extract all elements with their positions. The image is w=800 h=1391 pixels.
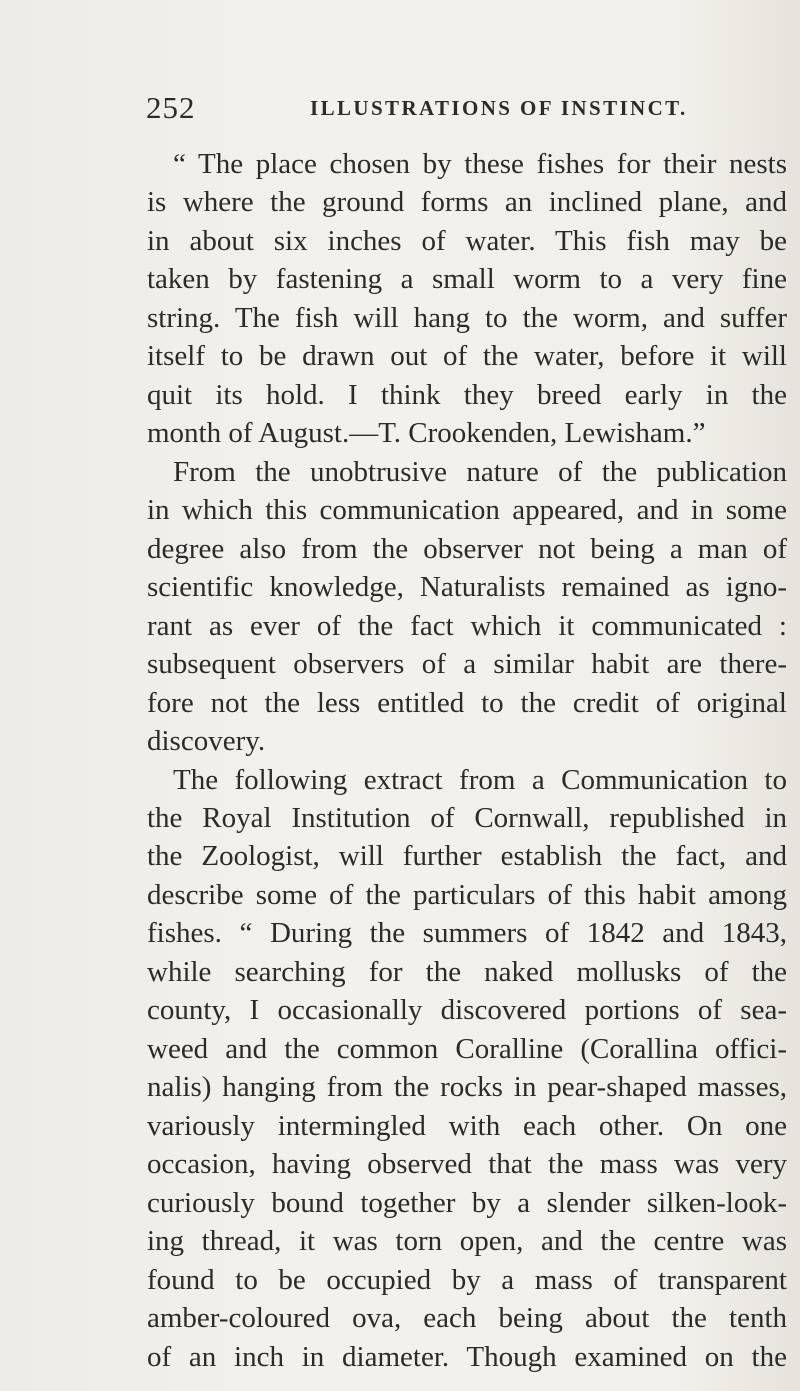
running-head: ILLUSTRATIONS OF INSTINCT. xyxy=(310,96,688,120)
text-line: in which this communication appeared, and in some xyxy=(147,494,787,527)
text-line: quit its hold. I think they breed early in the xyxy=(147,378,787,411)
text-line: the Zoologist, will further establish the fact, and xyxy=(147,840,787,873)
page-header xyxy=(146,88,786,128)
text-line: in about six inches of water. This fish may be xyxy=(147,224,787,257)
text-line: describe some of the particulars of this habit among xyxy=(147,878,787,911)
text-line: weed and the common Coralline (Corallina offici- xyxy=(147,1032,787,1065)
body-text xyxy=(147,145,787,1376)
text-line: is where the ground forms an inclined plane, and xyxy=(147,186,787,219)
text-line: month of August.—T. Crookenden, Lewisham.” xyxy=(147,417,706,450)
text-line: curiously bound together by a slender silken-look- xyxy=(147,1186,787,1219)
text-line: rant as ever of the fact which it communicated : xyxy=(147,609,787,642)
text-line: the Royal Institution of Cornwall, republished in xyxy=(147,801,787,834)
text-line: taken by fastening a small worm to a very fine xyxy=(147,263,787,296)
text-line: ing thread, it was torn open, and the centre was xyxy=(147,1225,787,1258)
text-line: occasion, having observed that the mass was very xyxy=(147,1148,787,1181)
text-line: variously intermingled with each other. On one xyxy=(147,1109,787,1142)
text-line: degree also from the observer not being a man of xyxy=(147,532,787,565)
text-line: string. The fish will hang to the worm, and suffer xyxy=(147,301,787,334)
text-line: “ The place chosen by these fishes for their nests xyxy=(173,148,787,180)
text-line: amber-coloured ova, each being about the tenth xyxy=(147,1302,787,1335)
text-line: nalis) hanging from the rocks in pear-shaped masses, xyxy=(147,1071,787,1104)
text-line: fore not the less entitled to the credit of original xyxy=(147,686,787,719)
text-line: of an inch in diameter. Though examined on the xyxy=(147,1340,787,1373)
text-line: scientific knowledge, Naturalists remained as igno- xyxy=(147,571,787,604)
text-line: found to be occupied by a mass of transparent xyxy=(147,1263,787,1296)
text-line: while searching for the naked mollusks of the xyxy=(147,955,787,988)
text-line: county, I occasionally discovered portions of sea- xyxy=(147,994,787,1027)
page-number: 252 xyxy=(146,90,196,125)
text-line: From the unobtrusive nature of the publication xyxy=(173,455,787,488)
text-line: fishes. “ During the summers of 1842 and 1843, xyxy=(147,917,787,950)
text-line: The following extract from a Communication to xyxy=(173,763,787,796)
text-line: subsequent observers of a similar habit are there- xyxy=(147,648,787,681)
text-line: discovery. xyxy=(147,725,266,758)
text-line: itself to be drawn out of the water, before it will xyxy=(147,340,787,373)
